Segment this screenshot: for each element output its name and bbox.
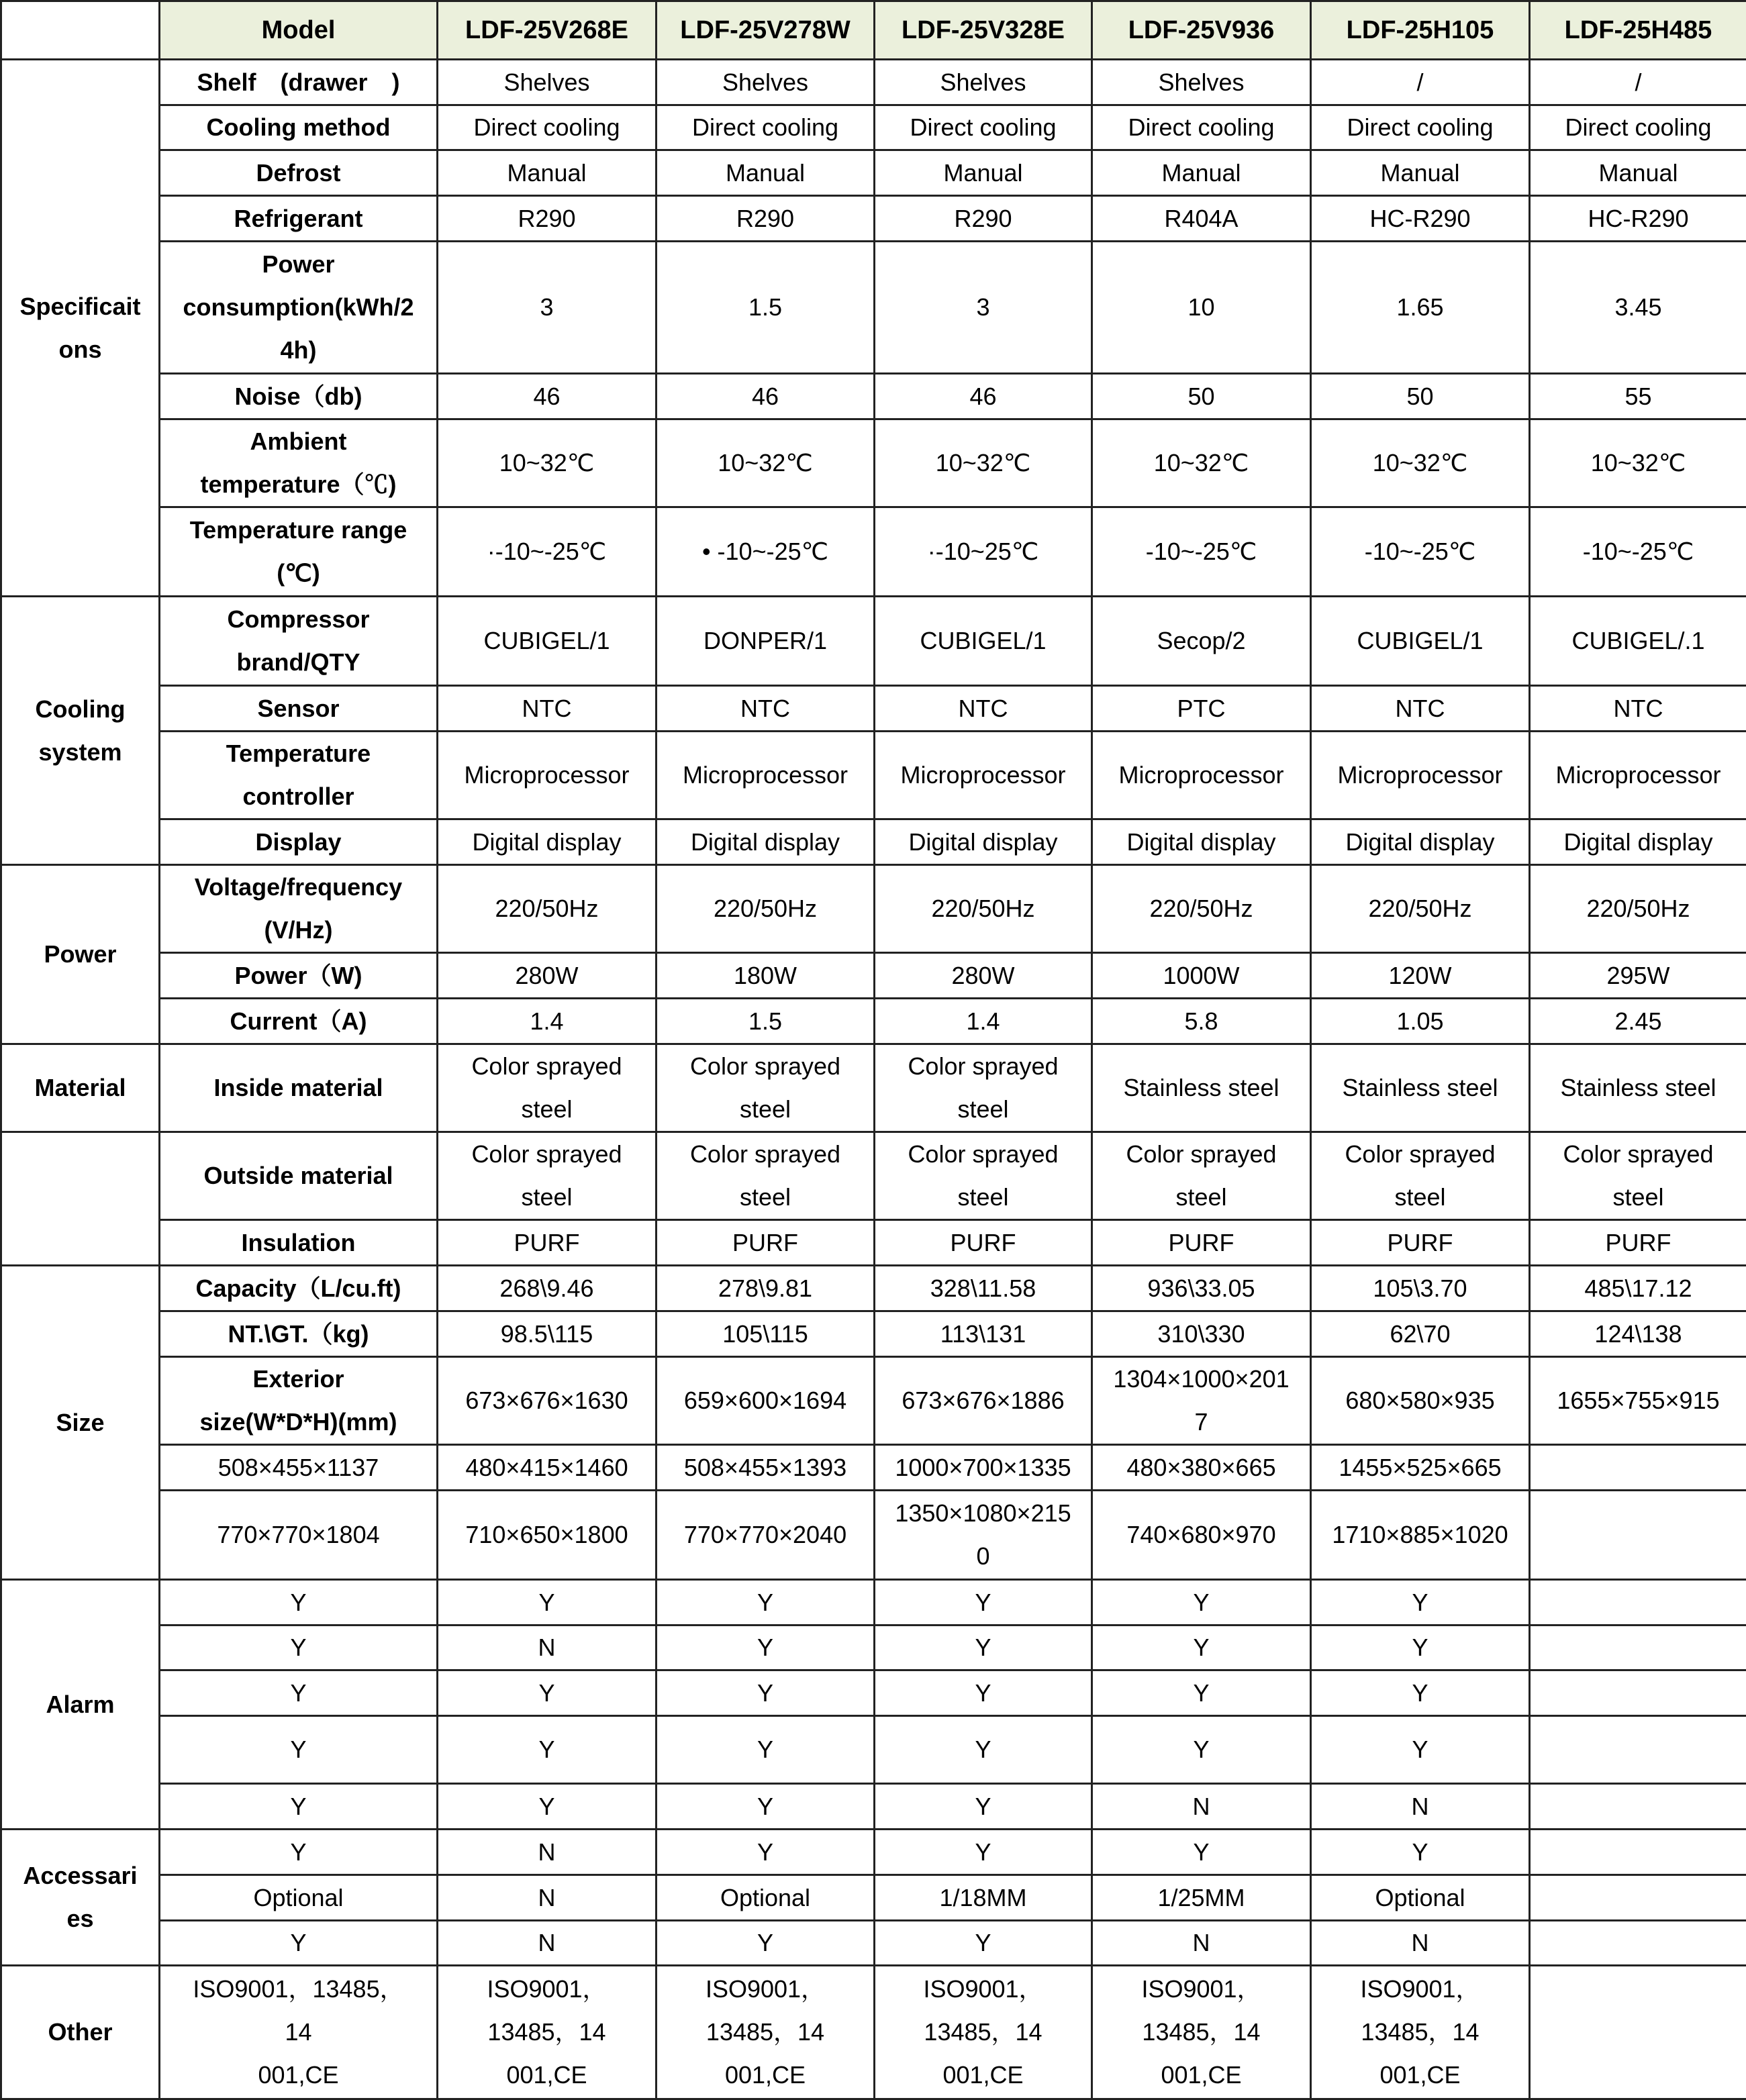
group-label: Alarm [1,1580,160,1830]
value-cell: 220/50Hz [1092,865,1311,953]
value-cell: Y [657,1670,875,1716]
table-row [1,597,1746,686]
value-cell: R290 [438,196,657,242]
value-cell: 480×415×1460 [438,1445,657,1491]
value-cell: 50 [1311,374,1530,419]
value-cell: ISO9001， 13485，14 001,CE [875,1966,1092,2099]
value-cell: Stainless steel [1311,1044,1530,1132]
value-cell: Y [657,1716,875,1784]
table-row [1,374,1746,419]
value-cell: Microprocessor [1092,732,1311,819]
value-cell: 1655×755×915 [1530,1357,1746,1445]
value-cell: Manual [1530,150,1746,196]
value-cell: 328\11.58 [875,1266,1092,1311]
value-cell: Manual [657,150,875,196]
value-cell: PURF [1530,1220,1746,1266]
row-label: Cooling method [160,105,438,150]
value-cell: NTC [438,686,657,732]
row-label: Temperature controller [160,732,438,819]
value-cell: PURF [1311,1220,1530,1266]
group-label: Size [1,1266,160,1580]
value-cell: NTC [1530,686,1746,732]
row-label: Y [160,1670,438,1716]
value-cell: 220/50Hz [1530,865,1746,953]
value-cell: 659×600×1694 [657,1357,875,1445]
row-label: Y [160,1921,438,1966]
value-cell: ·-10~25℃ [875,507,1092,597]
value-cell: 278\9.81 [657,1266,875,1311]
group-label: Material [1,1044,160,1132]
group-label: Specificait ons [1,60,160,597]
value-cell: 740×680×970 [1092,1491,1311,1580]
value-cell: Y [438,1716,657,1784]
value-cell: CUBIGEL/1 [875,597,1092,686]
value-cell: Microprocessor [438,732,657,819]
value-cell: 10~32℃ [657,419,875,507]
value-cell: Color sprayed steel [657,1044,875,1132]
row-label: NT.\GT.（kg) [160,1311,438,1357]
value-cell: Manual [1311,150,1530,196]
value-cell: R290 [875,196,1092,242]
value-cell: -10~-25℃ [1092,507,1311,597]
value-cell: Color sprayed steel [1311,1132,1530,1220]
value-cell: 485\17.12 [1530,1266,1746,1311]
value-cell: Y [875,1580,1092,1626]
value-cell: Y [438,1784,657,1830]
value-cell: 120W [1311,953,1530,999]
value-cell: -10~-25℃ [1311,507,1530,597]
value-cell: Y [657,1921,875,1966]
row-label: Capacity（L/cu.ft) [160,1266,438,1311]
value-cell: 105\3.70 [1311,1266,1530,1311]
value-cell: 5.8 [1092,999,1311,1044]
value-cell: 10~32℃ [1092,419,1311,507]
value-cell: Direct cooling [1092,105,1311,150]
value-cell: ISO9001， 13485，14 001,CE [1311,1966,1530,2099]
value-cell: N [1092,1784,1311,1830]
value-cell: ISO9001， 13485，14 001,CE [657,1966,875,2099]
table-row [1,953,1746,999]
table-row [1,1626,1746,1670]
row-label: Shelf (drawer ) [160,60,438,105]
row-label: Inside material [160,1044,438,1132]
value-cell: Y [1092,1670,1311,1716]
row-label: Power（W) [160,953,438,999]
value-cell: 1.4 [875,999,1092,1044]
model-column-header: LDF-25V268E [438,1,657,60]
group-label: Other [1,1966,160,2099]
value-cell: Color sprayed steel [1092,1132,1311,1220]
row-label: Sensor [160,686,438,732]
table-row [1,1966,1746,2099]
value-cell: Stainless steel [1530,1044,1746,1132]
value-cell: Direct cooling [438,105,657,150]
value-cell: Y [1092,1626,1311,1670]
table-row [1,819,1746,865]
value-cell: 1.05 [1311,999,1530,1044]
row-label: Insulation [160,1220,438,1266]
model-column-header: LDF-25H105 [1311,1,1530,60]
row-label: Y [160,1580,438,1626]
value-cell: 3.45 [1530,242,1746,374]
value-cell: Microprocessor [657,732,875,819]
row-label: Exterior size(W*D*H)(mm) [160,1357,438,1445]
table-row [1,1875,1746,1921]
value-cell: Digital display [438,819,657,865]
row-label: Current（A) [160,999,438,1044]
value-cell: 220/50Hz [1311,865,1530,953]
row-label: Optional [160,1875,438,1921]
value-cell: Color sprayed steel [438,1044,657,1132]
value-cell: 480×380×665 [1092,1445,1311,1491]
table-row [1,419,1746,507]
value-cell [1530,1966,1746,2099]
model-column-header: LDF-25V936 [1092,1,1311,60]
table-row [1,1716,1746,1784]
row-label: Power consumption(kWh/2 4h) [160,242,438,374]
value-cell: N [438,1626,657,1670]
value-cell [1530,1716,1746,1784]
value-cell: 310\330 [1092,1311,1311,1357]
value-cell: Y [438,1580,657,1626]
value-cell: Microprocessor [875,732,1092,819]
value-cell: R290 [657,196,875,242]
value-cell: 10~32℃ [875,419,1092,507]
table-row [1,1491,1746,1580]
row-label: Outside material [160,1132,438,1220]
row-label: Display [160,819,438,865]
value-cell: NTC [875,686,1092,732]
value-cell: 508×455×1393 [657,1445,875,1491]
value-cell: 673×676×1630 [438,1357,657,1445]
value-cell: 2.45 [1530,999,1746,1044]
value-cell [1530,1875,1746,1921]
value-cell: 98.5\115 [438,1311,657,1357]
value-cell: Y [1311,1626,1530,1670]
row-label: Temperature range (℃) [160,507,438,597]
value-cell: Color sprayed steel [875,1132,1092,1220]
table-row [1,242,1746,374]
value-cell: • -10~-25℃ [657,507,875,597]
value-cell: Y [657,1784,875,1830]
value-cell [1530,1921,1746,1966]
value-cell: 680×580×935 [1311,1357,1530,1445]
table-row [1,1830,1746,1875]
row-label: Compressor brand/QTY [160,597,438,686]
table-row [1,60,1746,105]
value-cell: 50 [1092,374,1311,419]
value-cell: Direct cooling [657,105,875,150]
value-cell [1530,1830,1746,1875]
value-cell: / [1530,60,1746,105]
row-label: Noise（db) [160,374,438,419]
row-label: Ambient temperature（℃) [160,419,438,507]
group-label: Cooling system [1,597,160,865]
table-row [1,507,1746,597]
value-cell: R404A [1092,196,1311,242]
value-cell: PURF [1092,1220,1311,1266]
table-row [1,732,1746,819]
value-cell: Secop/2 [1092,597,1311,686]
table-row [1,1580,1746,1626]
value-cell: CUBIGEL/1 [1311,597,1530,686]
value-cell: Manual [438,150,657,196]
row-label: Y [160,1830,438,1875]
value-cell: 1.5 [657,242,875,374]
value-cell: Digital display [1092,819,1311,865]
value-cell: 1000×700×1335 [875,1445,1092,1491]
value-cell: 3 [875,242,1092,374]
value-cell: Color sprayed steel [875,1044,1092,1132]
value-cell: N [438,1921,657,1966]
model-column-header: LDF-25H485 [1530,1,1746,60]
value-cell: Y [1092,1830,1311,1875]
value-cell: Digital display [657,819,875,865]
value-cell: 62\70 [1311,1311,1530,1357]
row-label: Defrost [160,150,438,196]
value-cell: Color sprayed steel [1530,1132,1746,1220]
value-cell: Digital display [875,819,1092,865]
value-cell: Y [1311,1580,1530,1626]
row-label: Refrigerant [160,196,438,242]
table-row [1,686,1746,732]
value-cell: Y [875,1626,1092,1670]
value-cell: HC-R290 [1311,196,1530,242]
value-cell: 1.4 [438,999,657,1044]
value-cell: 46 [438,374,657,419]
value-cell: 936\33.05 [1092,1266,1311,1311]
value-cell: 124\138 [1530,1311,1746,1357]
value-cell: Y [1311,1670,1530,1716]
table-row [1,1445,1746,1491]
value-cell [1530,1580,1746,1626]
value-cell: 10 [1092,242,1311,374]
value-cell: 46 [657,374,875,419]
table-row [1,1784,1746,1830]
value-cell: Microprocessor [1530,732,1746,819]
value-cell: 1.5 [657,999,875,1044]
table-row [1,1311,1746,1357]
value-cell: PURF [438,1220,657,1266]
table-row [1,150,1746,196]
value-cell: 113\131 [875,1311,1092,1357]
value-cell: 1455×525×665 [1311,1445,1530,1491]
value-cell: HC-R290 [1530,196,1746,242]
table-row [1,196,1746,242]
value-cell: Y [875,1716,1092,1784]
value-cell: 1/18MM [875,1875,1092,1921]
value-cell: N [438,1875,657,1921]
value-cell: PURF [657,1220,875,1266]
value-cell: 55 [1530,374,1746,419]
group-label: Accessari es [1,1830,160,1966]
value-cell: 673×676×1886 [875,1357,1092,1445]
value-cell: Y [1311,1716,1530,1784]
value-cell: PURF [875,1220,1092,1266]
value-cell: Y [657,1830,875,1875]
table-row [1,1132,1746,1220]
value-cell: Manual [1092,150,1311,196]
value-cell: ISO9001， 13485，14 001,CE [438,1966,657,2099]
value-cell: 10~32℃ [438,419,657,507]
value-cell: Direct cooling [1530,105,1746,150]
value-cell: NTC [1311,686,1530,732]
value-cell: Shelves [438,60,657,105]
value-cell: Direct cooling [1311,105,1530,150]
value-cell: 770×770×2040 [657,1491,875,1580]
value-cell: CUBIGEL/1 [438,597,657,686]
value-cell: -10~-25℃ [1530,507,1746,597]
value-cell: Direct cooling [875,105,1092,150]
value-cell: 295W [1530,953,1746,999]
value-cell: N [1092,1921,1311,1966]
model-column-header: LDF-25V328E [875,1,1092,60]
model-header: Model [160,1,438,60]
value-cell: Y [438,1670,657,1716]
value-cell: PTC [1092,686,1311,732]
value-cell: Y [1311,1830,1530,1875]
value-cell: 1/25MM [1092,1875,1311,1921]
table-row [1,1266,1746,1311]
model-column-header: LDF-25V278W [657,1,875,60]
value-cell: DONPER/1 [657,597,875,686]
value-cell: Stainless steel [1092,1044,1311,1132]
value-cell: 220/50Hz [657,865,875,953]
value-cell: 268\9.46 [438,1266,657,1311]
value-cell: 1000W [1092,953,1311,999]
value-cell: Shelves [657,60,875,105]
value-cell: 280W [875,953,1092,999]
value-cell: 3 [438,242,657,374]
value-cell: 46 [875,374,1092,419]
value-cell: Digital display [1530,819,1746,865]
value-cell: Y [1092,1716,1311,1784]
value-cell: ISO9001， 13485，14 001,CE [1092,1966,1311,2099]
value-cell: CUBIGEL/.1 [1530,597,1746,686]
value-cell: N [1311,1784,1530,1830]
table-row [1,1044,1746,1132]
value-cell [1530,1445,1746,1491]
table-row [1,1357,1746,1445]
value-cell: 1710×885×1020 [1311,1491,1530,1580]
value-cell: 1.65 [1311,242,1530,374]
table-row [1,865,1746,953]
value-cell: / [1311,60,1530,105]
value-cell: NTC [657,686,875,732]
value-cell [1530,1670,1746,1716]
value-cell [1530,1784,1746,1830]
value-cell: N [1311,1921,1530,1966]
value-cell: 10~32℃ [1530,419,1746,507]
table-row [1,1220,1746,1266]
value-cell: Y [657,1580,875,1626]
value-cell: Optional [657,1875,875,1921]
table-row [1,999,1746,1044]
row-label: 770×770×1804 [160,1491,438,1580]
value-cell: 1304×1000×201 7 [1092,1357,1311,1445]
row-label: Voltage/frequency (V/Hz) [160,865,438,953]
value-cell [1530,1626,1746,1670]
value-cell: Color sprayed steel [657,1132,875,1220]
table-row [1,1670,1746,1716]
value-cell: N [438,1830,657,1875]
table-row [1,1921,1746,1966]
value-cell: 1350×1080×215 0 [875,1491,1092,1580]
value-cell: 710×650×1800 [438,1491,657,1580]
value-cell: Y [1092,1580,1311,1626]
group-label [1,1132,160,1266]
value-cell: Y [657,1626,875,1670]
value-cell: Manual [875,150,1092,196]
value-cell: Y [875,1784,1092,1830]
value-cell: 10~32℃ [1311,419,1530,507]
value-cell: ·-10~-25℃ [438,507,657,597]
header-row [1,1,1746,60]
value-cell: 220/50Hz [875,865,1092,953]
row-label: Y [160,1626,438,1670]
value-cell: Y [875,1921,1092,1966]
row-label: 508×455×1137 [160,1445,438,1491]
value-cell: 180W [657,953,875,999]
row-label: Y [160,1784,438,1830]
value-cell: Microprocessor [1311,732,1530,819]
value-cell: Color sprayed steel [438,1132,657,1220]
value-cell: Y [875,1670,1092,1716]
corner-cell [1,1,160,60]
value-cell [1530,1491,1746,1580]
value-cell: Shelves [875,60,1092,105]
value-cell: Optional [1311,1875,1530,1921]
table-row [1,105,1746,150]
group-label: Power [1,865,160,1044]
value-cell: Y [875,1830,1092,1875]
value-cell: Digital display [1311,819,1530,865]
value-cell: 105\115 [657,1311,875,1357]
value-cell: Shelves [1092,60,1311,105]
value-cell: 280W [438,953,657,999]
row-label: ISO9001，13485， 14 001,CE [160,1966,438,2099]
value-cell: 220/50Hz [438,865,657,953]
row-label: Y [160,1716,438,1784]
